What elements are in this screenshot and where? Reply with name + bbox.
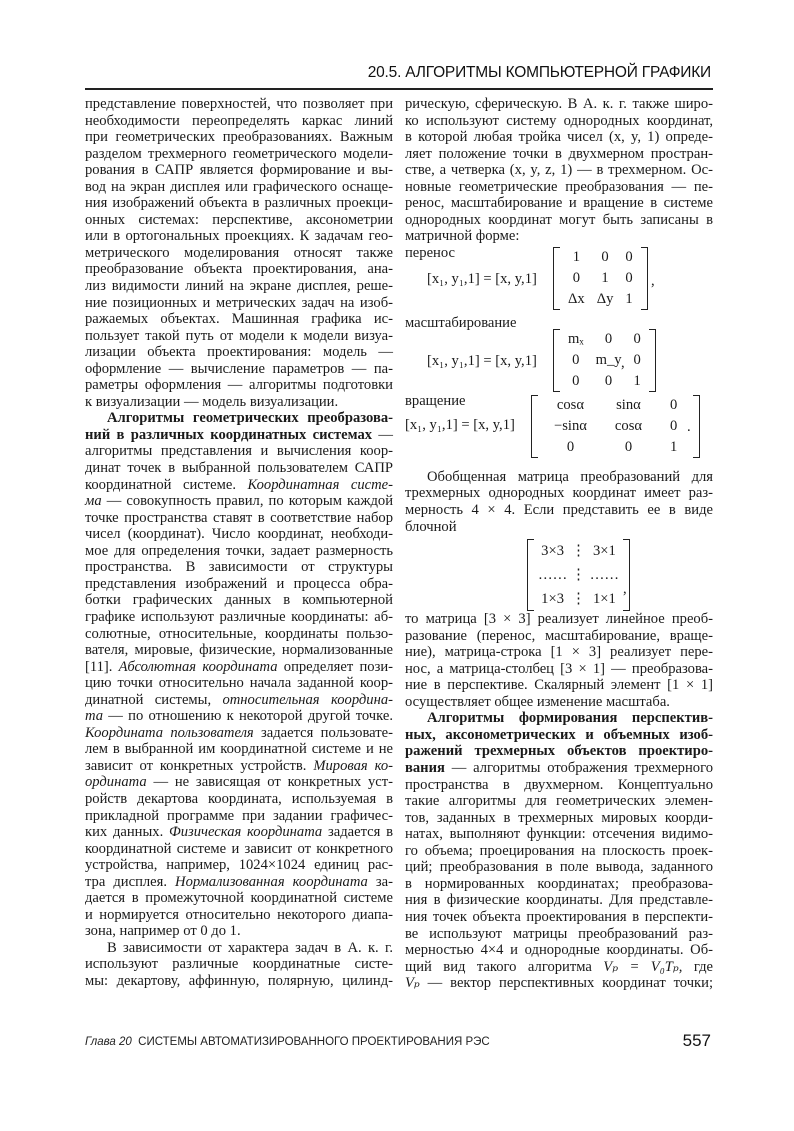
text-line: пользует такой путь от модели к модели визуа- [85,327,393,344]
text-line: вателя, мировые, физические, нормализованные [85,642,393,659]
matrix-table [540,395,691,458]
text-line: рическую, сферическую. В А. к. г. также широ- [405,96,713,112]
bold-term: вания [405,760,445,777]
matrix-cell: 0 [604,330,613,347]
matrix-cell: ⋮ [571,543,586,560]
matrix-cell: 1×1 [592,591,616,608]
text-line: тов, заданных в трехмерных мировых коорди- [405,809,713,826]
text-fragment: — по отношению к некоторой другой точке. [103,708,393,725]
text-fragment: тра дисплея. [85,873,176,890]
page-number: 557 [682,1031,711,1050]
italic-term: Координатная систе- [247,476,394,493]
text-line: осуществляет общее изменение масштаба. [405,693,670,710]
text-fragment: динатной системы, [85,691,223,708]
text-line [85,477,393,494]
paragraph-homogeneous-coordinates [405,96,713,245]
text-line [85,493,393,510]
text-line: графике используют различные координаты: аб- [85,608,393,625]
chapter-title [85,1036,490,1048]
text-line [85,692,393,709]
text-line [405,959,713,976]
text-line: лиз видимости линий на экране дисплея, реше- [85,278,393,295]
matrix-cell: 1 [625,290,633,307]
matrix-cell: 0 [633,330,641,347]
text-line: необходимости переопределять каркас линий [85,112,393,129]
formula-trail: , [651,272,655,289]
text-line: зона, например от 0 до 1. [85,923,241,940]
text-line: нос, а матрица-столбец [3 × 1] — преобразова- [405,660,713,677]
text-line: метрического моделирования относят также [85,244,393,261]
formula-rotation [405,393,713,467]
matrix-row [536,539,621,563]
italic-term: относительная координа- [222,691,393,708]
text-line: мерностью 4×4 и однородные координаты. Об- [405,942,713,959]
text-line [85,874,393,891]
matrix-cell: cosα [614,417,643,434]
text-line: при геометрических преобразованиях. Важным [85,129,393,146]
matrix-row [540,395,691,416]
italic-term: Нормализованная координата [175,873,368,890]
left-column [85,96,393,990]
bold-term: Алгоритмы формирования перспектив- [427,710,713,727]
chapter-label: Глава 20 [85,1036,132,1048]
text-line: представление поверхностей, что позволяет при [85,96,393,112]
text-line: к визуализации — модель визуализации. [85,393,339,410]
text-fragment: щий вид такого алгоритма [405,958,604,975]
formula-translation [405,245,713,315]
text-line: в нормированных координатах; преобразова- [405,875,713,892]
matrix-cell: cosα [556,396,585,413]
formula-lhs: [x₁, y₁,1] = [x, y,1] [427,352,537,369]
text-line: мы: декартову, аффинную, полярную, цилинд- [85,972,393,989]
paragraph-intro [85,96,393,410]
matrix-cell: 0 [572,372,580,389]
text-line [85,758,393,775]
matrix-cell: ⋮ [571,591,586,608]
formula-block-matrix [405,535,713,611]
matrix-cell: m_y [595,351,622,368]
italic-term: Абсолютная координата [118,658,278,675]
matrix-cell: 1 [633,372,641,389]
matrix-cell: 0 [625,269,633,286]
matrix-cell: sinα [616,396,641,413]
text-line: оформление — вычисление параметров — па- [85,360,393,377]
inline-formula: Vₚ = V₀Tₚ, [603,958,683,975]
text-line: представления изображений и процесса обра- [85,575,393,592]
text-line: ций; преобразования в поле вывода, заданного [405,859,713,876]
text-line [85,824,393,841]
matrix-cell: 0 [572,269,580,286]
text-line: устройства, например, 1024×1024 единиц рас- [85,857,393,874]
running-header [85,62,713,90]
text-line: ве используют матрицы преобразований раз- [405,925,713,942]
text-fragment: зависит от конкретных устройств. [85,757,314,774]
text-line: ренос, масштабирование и вращение в системе [405,195,713,212]
paragraph-coordinate-systems [85,940,393,990]
bold-term: Алгоритмы геометрических преобразова- [107,410,393,427]
matrix-row [536,587,621,611]
matrix-row [562,247,639,268]
text-line: раметры оформления — алгоритмы подготовки [85,377,393,394]
text-line [405,760,713,777]
text-line [85,725,393,742]
formula-trail: . [687,418,691,435]
text-line: координатной системе и зависит от конкретного [85,840,393,857]
matrix-cell: 1 [670,438,678,455]
formula-lhs: [x₁, y₁,1] = [x, y,1] [427,270,537,287]
paragraph-perspective-algorithms [405,710,713,991]
text-line: стве, а четверка (x, y, z, 1) — в трехмерном. Ос- [405,162,713,179]
text-fragment: — не зависящая от конкретных уст- [146,774,393,791]
italic-term: Физическая координата [168,824,323,841]
matrix-row [562,289,639,310]
matrix-cell: 0 [633,351,641,368]
matrix-cell: ⋮ [571,567,586,584]
text-line [85,427,393,444]
text-line: используют различные координатные систе- [85,956,393,973]
matrix-row [562,329,647,350]
matrix-row [536,563,621,587]
text-fragment: ких данных. [85,824,169,841]
formula-label: вращение [405,392,466,409]
text-line: пространства. В зависимости от структуры [85,559,393,576]
italic-term: ордината [85,774,147,791]
text-fragment: определяет пози- [277,658,394,675]
section-title: 20.5. АЛГОРИТМЫ КОМПЬЮТЕРНОЙ ГРАФИКИ [367,64,711,81]
matrix-cell: 1×3 [541,591,564,608]
paragraph-matrix-explanation [405,611,713,710]
matrix-cell: mₓ [568,330,584,347]
italic-term: Координата пользователя [85,724,254,741]
text-line: лем в выбранной им координатной системе и не [85,741,393,758]
text-fragment: задается пользовате- [253,724,393,741]
italic-term: ма [85,493,102,510]
bold-term: ражений трехмерных объектов проектиро- [405,743,713,760]
text-line: ния в физические координаты. Для представле- [405,892,713,909]
text-line: го объема; проецирования на плоскость проек- [405,842,713,859]
matrix-cell: Δy [596,290,614,307]
text-line: ние позиционных и метрических задач на изоб- [85,294,393,311]
text-line: ния изображений объекта в различных проекци- [85,195,393,212]
text-line: солютные, относительные, координаты пользо- [85,625,393,642]
matrix-rotation [531,395,700,458]
matrix-cell: …… [589,567,619,584]
matrix-table [562,247,639,310]
text-line: пространства в двухмерном. Концептуально [405,776,713,793]
text-line: ко используют систему однородных координат, [405,112,713,129]
block-matrix [527,539,630,611]
text-line: натах, выполняют функции: отсечения видимо- [405,826,713,843]
text-line: и нормируется относительно некоторого диапа- [85,906,393,923]
text-fragment: — совокупность правил, по которым каждой [101,493,393,510]
text-line: вод на экран дисплея или графического оснаще- [85,178,393,195]
text-line: динат точек в выбранной пользователем САПР [85,460,393,477]
text-line: прикладной программе при задании графичес- [85,807,393,824]
text-fragment: — алгоритмы отображения трехмерного [444,760,713,777]
matrix-cell: 1 [572,248,580,265]
matrix-cell: Δx [568,290,585,307]
matrix-row [562,371,647,392]
paragraph-generalized-matrix [405,469,713,535]
text-line: разделом трехмерного геометрического модели- [85,145,393,162]
text-line [85,659,393,676]
matrix-cell: −sinα [554,417,587,434]
text-line: новные геометрические преобразования — пе- [405,178,713,195]
matrix-table [562,329,647,392]
right-column [405,96,713,992]
running-footer [85,1033,713,1053]
matrix-translation [553,247,648,310]
text-line: алгоритмы представления и вычисления коор- [85,443,393,460]
text-line: матричной форме: [405,228,520,245]
text-line: точке пространства ставят в соответствие набор [85,509,393,526]
text-line: то матрица [3 × 3] реализует линейное преоб- [405,611,713,628]
text-line: рования в САПР является формирование и вы- [85,162,393,179]
text-fragment: задается в [322,824,393,841]
matrix-cell: 0 [625,248,633,265]
bold-term: ний в различных координатных системах [85,426,373,443]
text-line: такие алгоритмы для геометрических элемен- [405,793,713,810]
text-line: В зависимости от характера задач в А. к. г. [107,939,393,956]
text-line: ния точек объекта проектирования в перспекти- [405,908,713,925]
matrix-cell: 0 [670,396,678,413]
text-line: ляет положение точки в двухмерном простран- [405,145,713,162]
chapter-name: СИСТЕМЫ АВТОМАТИЗИРОВАННОГО ПРОЕКТИРОВАНИЯ РЭС [138,1036,490,1048]
matrix-cell: 0 [670,417,678,434]
matrix-cell: 0 [572,351,580,368]
formula-scaling [405,315,713,393]
matrix-table [536,539,621,611]
text-line: разование (перенос, масштабирование, враще- [405,627,713,644]
matrix-scaling [553,329,656,392]
matrix-cell: 1 [601,269,609,286]
text-line: блочной [405,518,457,535]
text-line: Обобщенная матрица преобразований для [427,468,713,485]
text-line: ражаемых объектах. Машинная графика ис- [85,311,393,328]
text-line: онных системах: перспективе, аксонометрии [85,211,393,228]
text-fragment: координатной системе. [85,476,248,493]
text-line [85,708,393,725]
italic-term: та [85,708,104,725]
matrix-cell: 0 [566,438,575,455]
bold-term: ных, аксонометрических и объемных изоб- [405,726,713,743]
text-line: дается в промежуточной координатной системе [85,890,393,907]
text-line: в которой любая тройка чисел (x, y, 1) опреде- [405,129,713,146]
text-line: трехмерных однородных координат имеет раз- [405,485,713,502]
matrix-cell: 3×3 [541,543,564,560]
matrix-row [562,350,647,371]
text-line: цию точки относительно начала заданной коор- [85,675,393,692]
matrix-row [562,268,639,289]
matrix-cell: …… [538,567,568,584]
text-line: ботки графических данных в компьютерной [85,592,393,609]
matrix-cell: 0 [601,248,609,265]
formula-label: масштабирование [405,314,517,331]
formula-label: перенос [405,244,456,261]
text-fragment: где [682,958,714,975]
matrix-cell: 0 [624,438,633,455]
text-line: мое для определения точки, задает размерность [85,542,393,559]
paragraph-geometric-transformations [85,410,393,940]
formula-trail: , [623,581,627,598]
inline-formula: Vₚ [405,975,420,992]
text-fragment: — вектор перспективных координат точки; [419,975,713,992]
text-fragment: — [372,426,393,443]
text-line [85,774,393,791]
text-line: ние в перспективе. Скалярный элемент [1 × 1] [405,677,713,694]
text-line: однородных координат могут быть записаны в [405,211,713,228]
text-line: лизации объекта проектирования: модель — [85,344,393,361]
text-line: ние), матрица-строка [1 × 3] реализует пере- [405,644,713,661]
italic-term: Мировая ко- [313,757,393,774]
text-line: мерность 4 × 4. Если представить ее в виде [405,502,713,519]
matrix-cell: 3×1 [592,543,616,560]
text-fragment: [11]. [85,658,119,675]
matrix-cell: 0 [604,372,613,389]
text-line [405,975,713,992]
formula-trail: , [621,354,625,371]
matrix-row [540,437,691,458]
text-line [85,410,393,427]
matrix-row [540,416,691,437]
text-line: или в ортогональных проекциях. К задачам гео- [85,228,393,245]
formula-lhs: [x₁, y₁,1] = [x, y,1] [405,416,515,433]
text-line: чисел (координат). Число координат, необходи- [85,526,393,543]
text-line: преобразование объекта проектирования, ана- [85,261,393,278]
text-fragment: за- [367,873,393,890]
text-line: ройств декартова координата, используемая в [85,790,393,807]
